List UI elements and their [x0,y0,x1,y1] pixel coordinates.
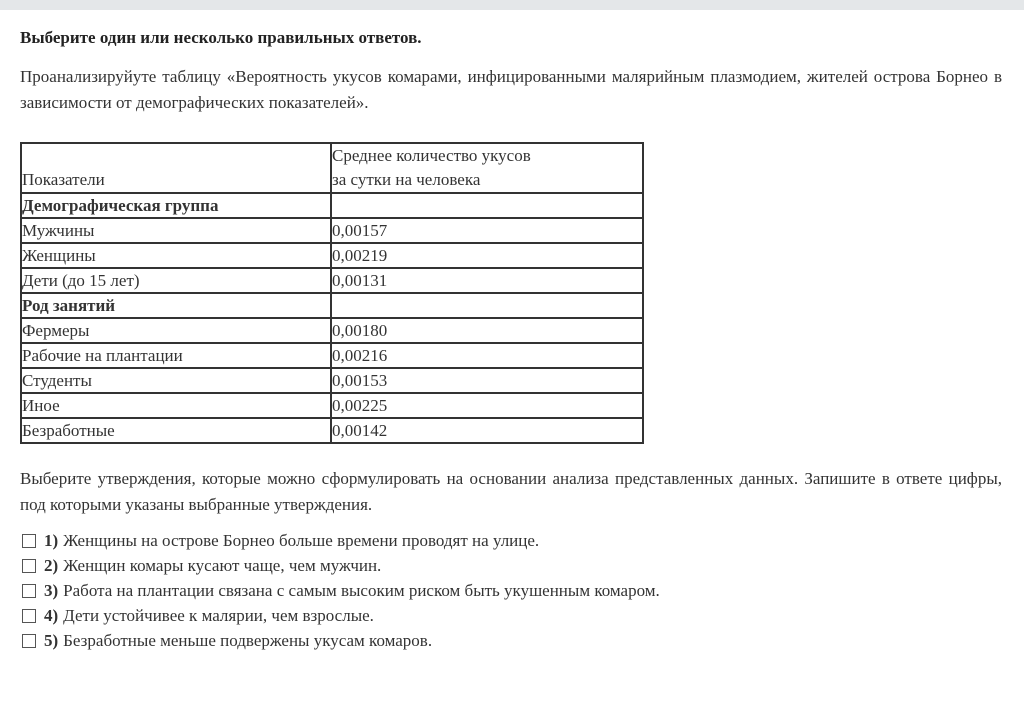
header-indicators: Показатели [21,143,331,193]
answer-options [20,528,1002,653]
row-value: 0,00225 [331,393,643,418]
option-number: 2) [44,556,59,575]
question-content [20,26,1002,653]
row-label: Иное [21,393,331,418]
checkbox[interactable] [22,584,36,598]
answer-option[interactable] [20,603,1002,628]
row-label: Фермеры [21,318,331,343]
intro-text: Проанализируйуте таблицу «Вероятность укусов комарами, инфицированными малярийным плазмодием, жителей острова Борнео в зависимости от демографических показателей». [20,67,1002,112]
table-row [21,293,643,318]
table-row [21,243,643,268]
row-label: Безработные [21,418,331,443]
top-bar [0,0,1024,10]
option-text: Дети устойчивее к малярии, чем взрослые. [63,606,374,625]
row-value: 0,00219 [331,243,643,268]
option-number: 3) [44,581,59,600]
checkbox[interactable] [22,559,36,573]
row-label: Студенты [21,368,331,393]
header-bites [331,143,643,193]
data-table [20,142,644,444]
option-number: 1) [44,531,59,550]
table-row [21,368,643,393]
row-value: 0,00216 [331,343,643,368]
row-value: 0,00142 [331,418,643,443]
row-value: 0,00131 [331,268,643,293]
checkbox[interactable] [22,534,36,548]
row-label: Рабочие на плантации [21,343,331,368]
answer-option[interactable] [20,578,1002,603]
row-value [331,193,643,218]
option-text: Женщины на острове Борнео больше времени проводят на улице. [63,531,540,550]
option-text: Безработные меньше подвержены укусам комаров. [63,631,433,650]
row-value: 0,00157 [331,218,643,243]
table-header-row [21,143,643,193]
answer-option[interactable] [20,528,1002,553]
option-text: Женщин комары кусают чаще, чем мужчин. [63,556,382,575]
row-label: Женщины [21,243,331,268]
question-text: Выберите утверждения, которые можно сформулировать на основании анализа представленных данных. Запишите в ответе цифры, под которыми указаны выбранные утверждения. [20,469,1002,514]
row-label: Мужчины [21,218,331,243]
table-row [21,393,643,418]
header-bites-line2: за сутки на человека [332,170,481,189]
checkbox[interactable] [22,609,36,623]
table-row [21,318,643,343]
answer-option[interactable] [20,553,1002,578]
table-row [21,418,643,443]
instruction-title: Выберите один или несколько правильных ответов. [20,28,422,47]
header-bites-line1: Среднее количество укусов [332,146,531,165]
table-row [21,268,643,293]
table-row [21,193,643,218]
answer-option[interactable] [20,628,1002,653]
row-value: 0,00180 [331,318,643,343]
option-number: 4) [44,606,59,625]
checkbox[interactable] [22,634,36,648]
row-value [331,293,643,318]
row-label: Род занятий [21,293,331,318]
option-number: 5) [44,631,59,650]
table-row [21,343,643,368]
option-text: Работа на плантации связана с самым высоким риском быть укушенным комаром. [63,581,660,600]
row-value: 0,00153 [331,368,643,393]
row-label: Демографическая группа [21,193,331,218]
row-label: Дети (до 15 лет) [21,268,331,293]
table-row [21,218,643,243]
